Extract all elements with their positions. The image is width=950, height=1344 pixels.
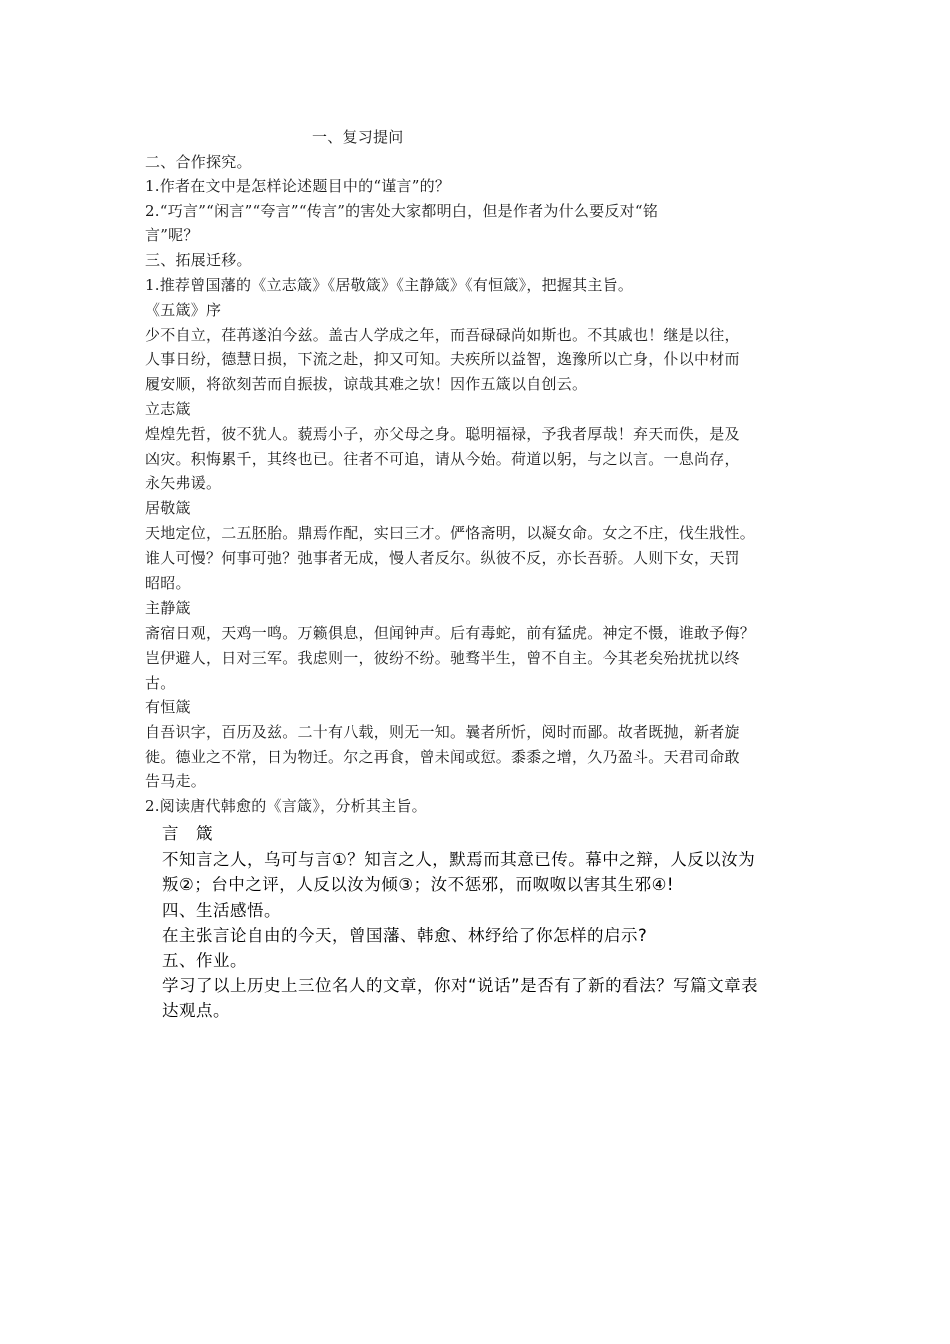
youheng-line: 告马走。 bbox=[145, 772, 207, 790]
wuzhen-line: 人事日纷，德慧日损，下流之赴，抑又可知。夫疾所以益智，逸豫所以亡身，仆以中材而 bbox=[145, 350, 740, 368]
lizhi-line: 永矢弗谖。 bbox=[145, 474, 222, 492]
task-2: 2.阅读唐代韩愈的《言箴》，分析其主旨。 bbox=[145, 797, 427, 815]
section5-line: 学习了以上历史上三位名人的文章，你对“说话”是否有了新的看法？写篇文章表 bbox=[162, 976, 759, 995]
section1-title: 一、复习提问 bbox=[312, 128, 404, 146]
question-2-line1: 2.“巧言”“闲言”“夸言”“传言”的害处大家都明白，但是作者为什么要反对“铭 bbox=[145, 202, 659, 220]
lizhi-line: 煌煌先哲，彼不犹人。藐焉小子，亦父母之身。聪明福禄，予我者厚哉！弃天而佚，是及 bbox=[145, 425, 740, 443]
section5-title: 五、作业。 bbox=[162, 951, 247, 970]
wuzhen-line: 少不自立，荏苒遂泊今兹。盖古人学成之年，而吾碌碌尚如斯也。不其戚也！继是以往， bbox=[145, 326, 740, 344]
youheng-title: 有恒箴 bbox=[145, 698, 191, 716]
yanzhen-title: 言 箴 bbox=[162, 824, 213, 843]
wuzhen-title: 《五箴》序 bbox=[145, 301, 222, 319]
zhujing-line: 岂伊避人，日对三军。我虑则一，彼纷不纷。驰骛半生，曾不自主。今其老矣殆扰扰以终 bbox=[145, 649, 740, 667]
section3-title: 三、拓展迁移。 bbox=[145, 251, 252, 269]
question-1: 1.作者在文中是怎样论述题目中的“谨言”的？ bbox=[145, 177, 451, 195]
youheng-line: 徙。德业之不常，日为物迁。尔之再食，曾未闻或愆。黍黍之增，久乃盈斗。天君司命敢 bbox=[145, 748, 740, 766]
yanzhen-line: 叛②；台中之评，人反以汝为倾③；汝不惩邪，而呶呶以害其生邪④! bbox=[162, 875, 674, 894]
jujing-title: 居敬箴 bbox=[145, 499, 191, 517]
jujing-line: 昭昭。 bbox=[145, 574, 191, 592]
section5-line: 达观点。 bbox=[162, 1001, 230, 1020]
lizhi-title: 立志箴 bbox=[145, 400, 191, 418]
youheng-line: 自吾识字，百历及兹。二十有八载，则无一知。曩者所忻，阅时而鄙。故者既抛，新者旋 bbox=[145, 723, 740, 741]
jujing-line: 天地定位，二五胚胎。鼎焉作配，实曰三才。俨恪斋明，以凝女命。女之不庄，伐生戕性。 bbox=[145, 524, 756, 542]
task-1: 1.推荐曾国藩的《立志箴》《居敬箴》《主静箴》《有恒箴》，把握其主旨。 bbox=[145, 276, 634, 294]
section4-title: 四、生活感悟。 bbox=[162, 901, 281, 920]
jujing-line: 谁人可慢？何事可弛？弛事者无成，慢人者反尔。纵彼不反，亦长吾骄。人则下女，天罚 bbox=[145, 549, 740, 567]
zhujing-line: 斋宿日观，天鸡一鸣。万籁俱息，但闻钟声。后有毒蛇，前有猛虎。神定不慑，谁敢予侮？ bbox=[145, 624, 756, 642]
zhujing-title: 主静箴 bbox=[145, 599, 191, 617]
section4-question: 在主张言论自由的今天，曾国藩、韩愈、林纾给了你怎样的启示? bbox=[162, 926, 648, 945]
zhujing-line: 古。 bbox=[145, 674, 176, 692]
wuzhen-line: 履安顺，将欲刻苦而自振拔，谅哉其难之欤！因作五箴以自创云。 bbox=[145, 375, 588, 393]
section2-title: 二、合作探究。 bbox=[145, 153, 252, 171]
yanzhen-line: 不知言之人，乌可与言①？知言之人，默焉而其意已传。幕中之辩，人反以汝为 bbox=[162, 850, 756, 869]
lizhi-line: 凶灾。积悔累千，其终也已。往者不可追，请从今始。荷道以躬，与之以言。一息尚存， bbox=[145, 450, 740, 468]
question-2-line2: 言”呢？ bbox=[145, 226, 199, 244]
